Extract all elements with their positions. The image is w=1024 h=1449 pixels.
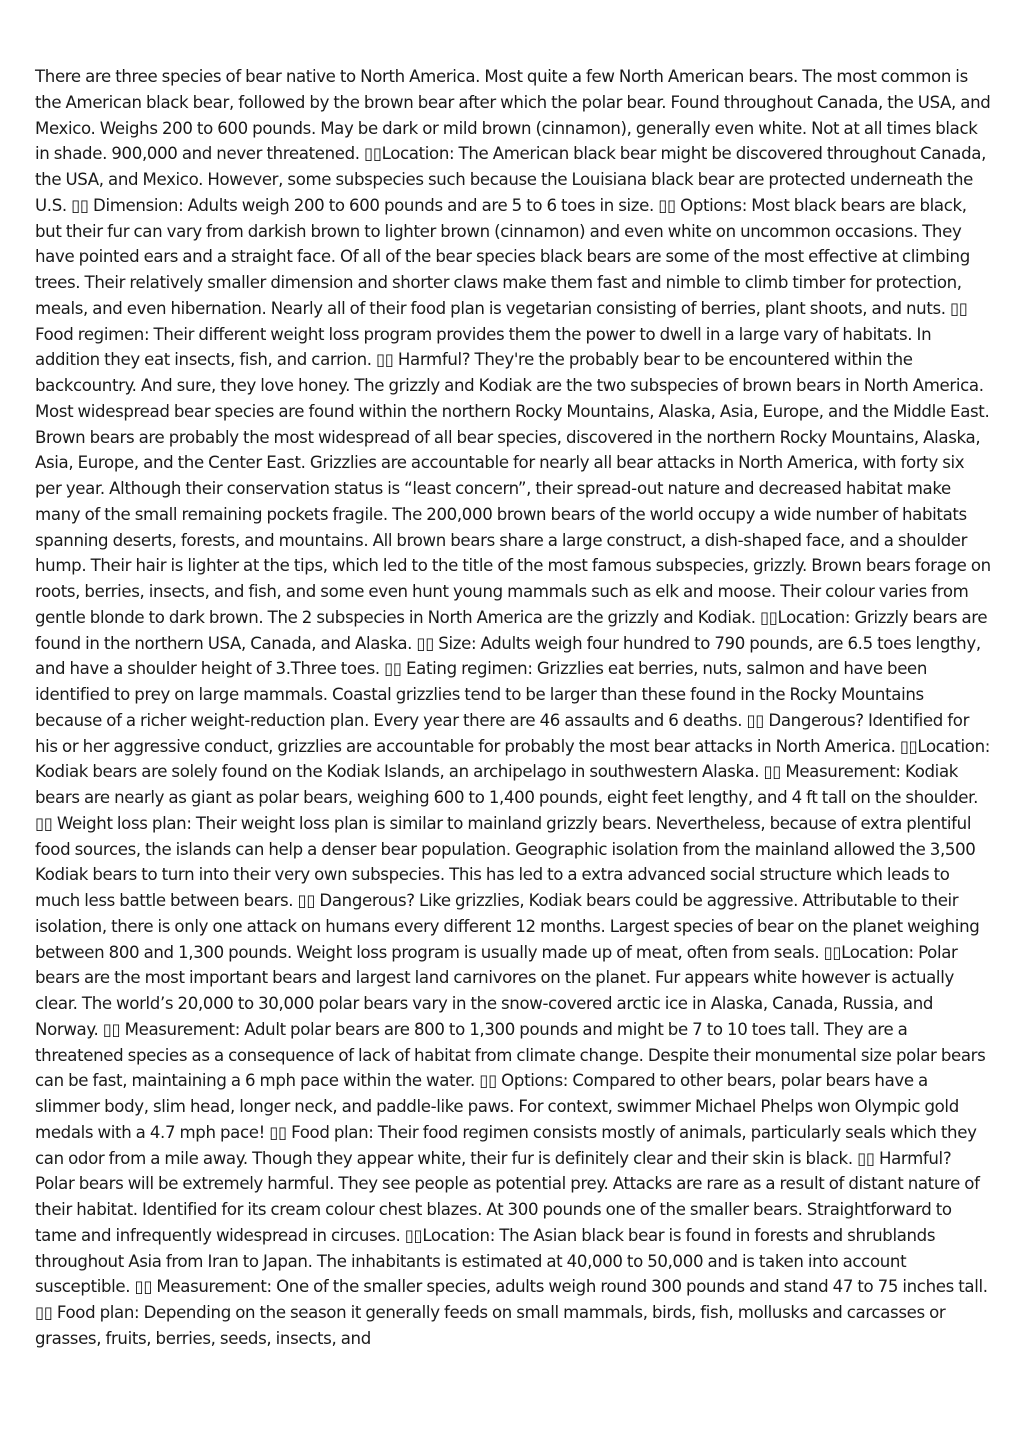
body-paragraph: There are three species of bear native to North America. Most quite a few North American bears. The most common is the American black bear, followed by the brown bear after which the polar bear. Found throughout Canada, the USA, and Mexico. Weighs 200 to 600 pounds. May be dark or mild brown (cinnamon), generally even white. Not at all times black in shade. 900,000 and never threatened. ▯▯Location: The American black bear might be discovered throughout Canada, the USA, and Mexico. However, some subspecies such because the Louisiana black bear are protected underneath the U.S. ▯▯ Dimension: Adults weigh 200 to 600 pounds and are 5 to 6 toes in size. ▯▯ Options: Most black bears are black, but their fur can vary from darkish brown to lighter brown (cinnamon) and even white on uncommon occasions. They have pointed ears and a straight face. Of all of the bear species black bears are some of the most effective at climbing trees. Their relatively smaller dimension and shorter claws make them fast and nimble to climb timber for protection, meals, and even hibernation. Nearly all of their food plan is vegetarian consisting of berries, plant shoots, and nuts. ▯▯ Food regimen: Their different weight loss program provides them the power to dwell in a large vary of habitats. In addition they eat insects, fish, and carrion. ▯▯ Harmful? They're the probably bear to be encountered within the backcountry. And sure, they love honey. The grizzly and Kodiak are the two subspecies of brown bears in North America. Most widespread bear species are found within the northern Rocky Mountains, Alaska, Asia, Europe, and the Middle East. Brown bears are probably the most widespread of all bear species, discovered in the northern Rocky Mountains, Alaska, Asia, Europe, and the Center East. Grizzlies are accountable for nearly all bear attacks in North America, with forty six per year. Although their conservation status is “least concern”, their spread-out nature and decreased habitat make many of the small remaining pockets fragile. The 200,000 brown bears of the world occupy a wide number of habitats spanning deserts, forests, and mountains. All brown bears share a large construct, a dish-shaped face, and a shoulder hump. Their hair is lighter at the tips, which led to the title of the most famous subspecies, grizzly. Brown bears forage on roots, berries, insects, and fish, and some even hunt young mammals such as elk and moose. Their colour varies from gentle blonde to dark brown. The 2 subspecies in North America are the grizzly and Kodiak. ▯▯Location: Grizzly bears are found in the northern USA, Canada, and Alaska. ▯▯ Size: Adults weigh four hundred to 790 pounds, are 6.5 toes lengthy, and have a shoulder height of 3.Three toes. ▯▯ Eating regimen: Grizzlies eat berries, nuts, salmon and have been identified to prey on large mammals. Coastal grizzlies tend to be larger than these found in the Rocky Mountains because of a richer weight-reduction plan. Every year there are 46 assaults and 6 deaths. ▯▯ Dangerous? Identified for his or her aggressive conduct, grizzlies are accountable for probably the most bear attacks in North America. ▯▯Location: Kodiak bears are solely found on the Kodiak Islands, an archipelago in southwestern Alaska. ▯▯ Measurement: Kodiak bears are nearly as giant as polar bears, weighing 600 to 1,400 pounds, eight feet lengthy, and 4 ft tall on the shoulder. ▯▯ Weight loss plan: Their weight loss plan is similar to mainland grizzly bears. Nevertheless, because of extra plentiful food sources, the islands can help a denser bear population. Geographic isolation from the mainland allowed the 3,500 Kodiak bears to turn into their very own subspecies. This has led to a extra advanced social structure which leads to much less battle between bears. ▯▯ Dangerous? Like grizzlies, Kodiak bears could be aggressive. Attributable to their isolation, there is only one attack on humans every different 12 months. Largest species of bear on the planet weighing between 800 and 1,300 pounds. Weight loss program is usually made up of meat, often from seals. ▯▯Location: Polar bears are the most important bears and largest land carnivores on the planet. Fur appears white however is actually clear. The world’s 20,000 to 30,000 polar bears vary in the snow-covered arctic ice in Alaska, Canada, Russia, and Norway. ▯▯ Measurement: Adult polar bears are 800 to 1,300 pounds and might be 7 to 10 toes tall. They are a threatened species as a consequence of lack of habitat from climate change. Despite their monumental size polar bears can be fast, maintaining a 6 mph pace within the water. ▯▯ Options: Compared to other bears, polar bears have a slimmer body, slim head, longer neck, and paddle-like paws. For context, swimmer Michael Phelps won Olympic gold medals with a 4.7 mph pace! ▯▯ Food plan: Their food regimen consists mostly of animals, particularly seals which they can odor from a mile away. Though they appear white, their fur is definitely clear and their skin is black. ▯▯ Harmful? Polar bears will be extremely harmful. They see people as potential prey. Attacks are rare as a result of distant nature of their habitat. Identified for its cream colour chest blazes. At 300 pounds one of the smaller bears. Straightforward to tame and infrequently widespread in circuses. ▯▯Location: The Asian black bear is found in forests and shrublands throughout Asia from Iran to Japan. The inhabitants is estimated at 40,000 to 50,000 and is taken into account susceptible. ▯▯ Measurement: One of the smaller species, adults weigh round 300 pounds and stand 47 to 75 inches tall. ▯▯ Food plan: Depending on the season it generally feeds on small mammals, birds, fish, mollusks and carcasses or grasses, fruits, berries, seeds, insects, and [35,67,991,1348]
document-page [35,64,995,1352]
